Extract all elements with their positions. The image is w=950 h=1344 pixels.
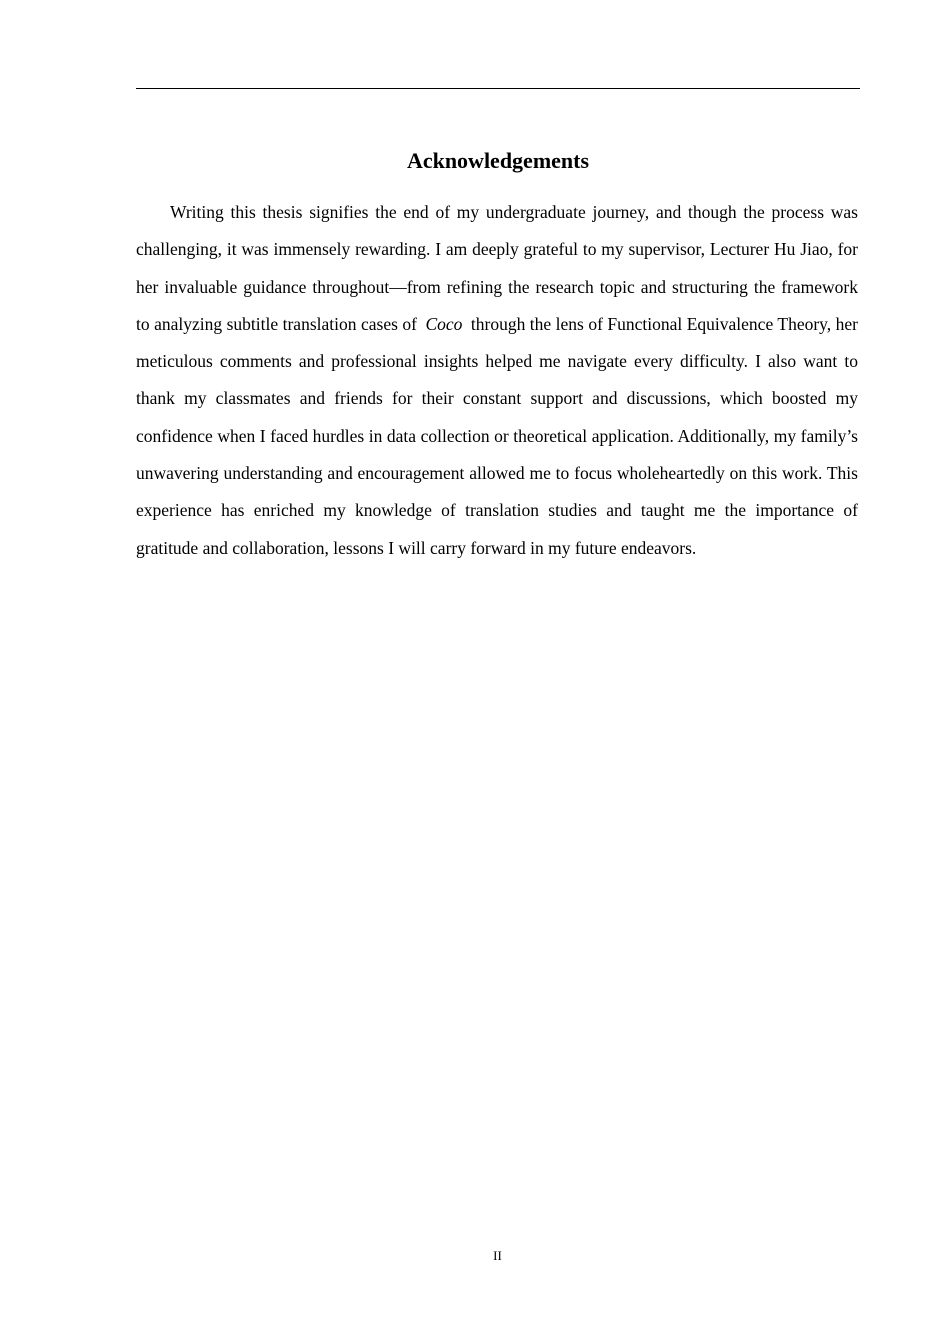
header-rule xyxy=(136,88,860,89)
acknowledgements-paragraph xyxy=(136,194,858,567)
page-title: Acknowledgements xyxy=(406,148,590,173)
paragraph-text-part-2: through the lens of Functional Equivalence Theory, her meticulous comments and professional insights helped me navigate every difficulty. I also want to thank my classmates and friends for their constant support and discussions, which boosted my confidence when I faced hurdles in data collection or theoretical application. Additionally, my family’s unwavering understanding and encouragement allowed me to focus wholeheartedly on this work. This experience has enriched my knowledge of translation studies and taught me the importance of gratitude and collaboration, lessons I will carry forward in my future endeavors. xyxy=(136,313,858,558)
page-number: II xyxy=(493,1248,502,1263)
film-title-coco: Coco xyxy=(425,313,463,334)
paragraph-text-part-1: Writing this thesis signifies the end of my undergraduate journey, and though the process was challenging, it was immensely rewarding. I am deeply grateful to my supervisor, Lecturer Hu Jiao, for her invaluable guidance throughout—from refining the research topic and structuring the framework to analyzing subtitle translation cases of xyxy=(136,202,858,334)
